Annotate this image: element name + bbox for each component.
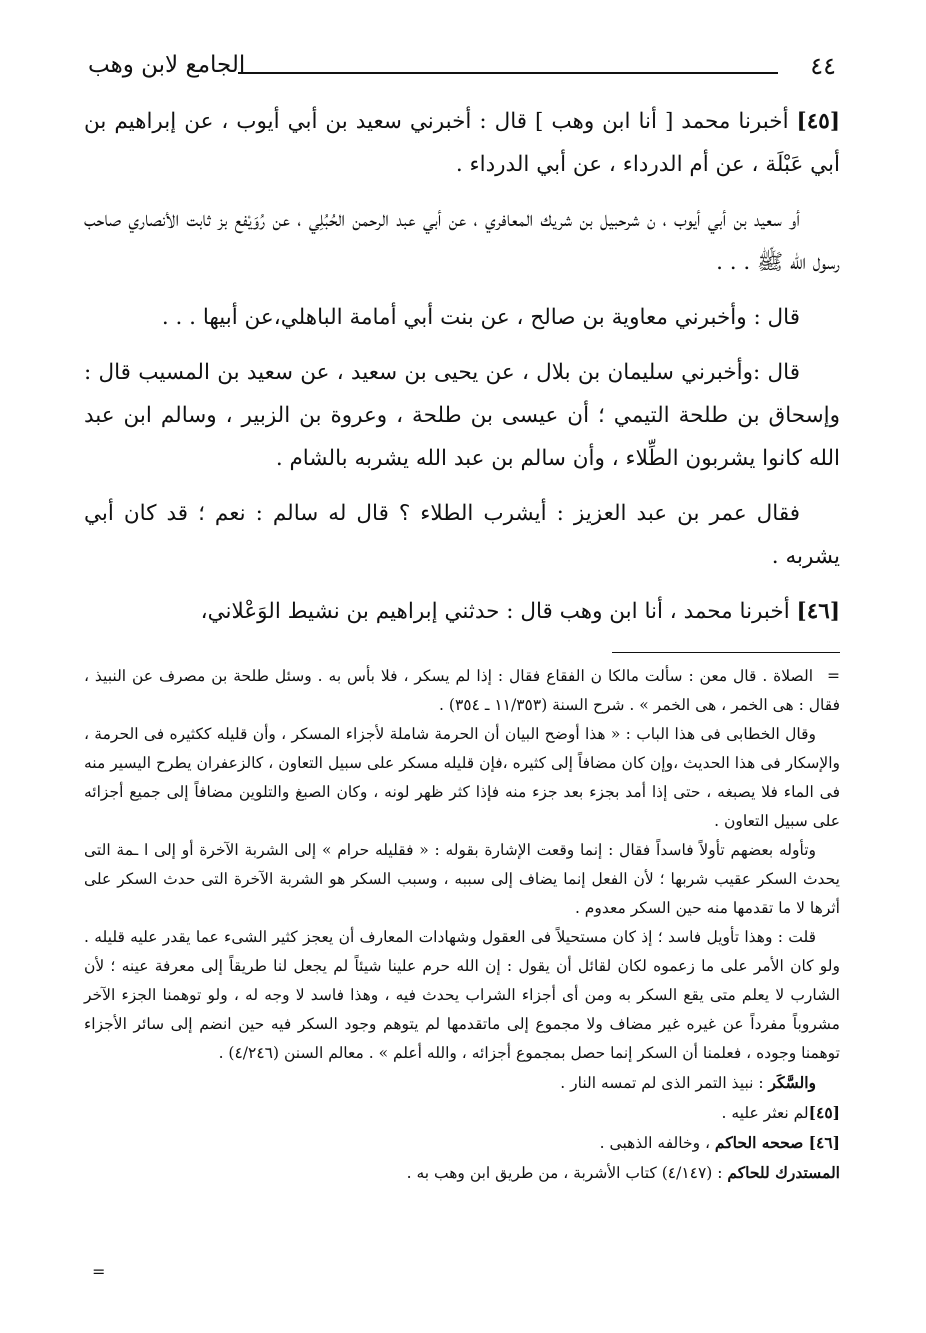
footnote-46	[84, 1128, 840, 1158]
footnote-term: المستدرك للحاكم	[727, 1163, 840, 1182]
footnote-text: : نبيذ التمر الذى لم تمسه النار .	[560, 1074, 769, 1092]
footnote-paragraph	[84, 662, 840, 720]
running-title: الجامع لابن وهب	[88, 52, 246, 78]
footnote-term: والسَّكَر	[768, 1073, 816, 1092]
page-number: ٤٤	[810, 52, 836, 80]
hadith-46-paragraph	[84, 590, 840, 633]
footnote-ref: [٤٥]	[808, 1103, 840, 1122]
footnote-term: صححه الحاكم	[714, 1133, 809, 1152]
page-header	[88, 52, 836, 88]
footnote-text: ، وخالفه الذهبى .	[599, 1134, 715, 1152]
footnote-45	[84, 1098, 840, 1128]
footnote-paragraph	[84, 1068, 840, 1098]
footnote-paragraph: وتأوله بعضهم تأولاً فاسداً فقال : إنما وقعت الإشارة بقوله : « فقليله حرام » إلى الشربة الآخرة أو إلى ا ـمة التى يحدث السكر عقيب شربها ؛ لأن الفعل إنما يضاف إلى سببه ، وسبب السكر هو الشربة الآخرة التى حدث السكر على أثرها لا ما تقدمها منه حين السكر معدوم .	[84, 841, 840, 917]
footnote-text: الصلاة . قال معن : سألت مالكا ن الفقاع فقال : إذا لم يسكر ، فلا بأس به . وسئل طلحة بن مصرف عن النبيذ ، فقال : هى الخمر ، هى الخمر » . شرح السنة (١١/٣٥٣ ـ ٣٥٤) .	[84, 667, 840, 714]
main-text	[84, 100, 840, 645]
paragraph: فقال عمر بن عبد العزيز : أيشرب الطلاء ؟ قال له سالم : نعم ؛ قد كان أبي يشربه .	[84, 501, 840, 569]
footnotes	[84, 662, 840, 1188]
continuation-mark: =	[827, 667, 840, 685]
footnote-separator	[612, 652, 840, 653]
paragraph: أو سعيد بن أبي أيوب ، ن شرحبيل بن شريك المعافري ، عن أبي عبد الرحمن الحُبُلِي ، عن رُوَيْفع بز ثابت الأنصاري صاحب رسول الله ﷺ . . .	[84, 207, 840, 275]
footnote-ref: [٤٦]	[808, 1133, 840, 1152]
footnote-text: لم نعثر عليه .	[721, 1104, 809, 1122]
continuation-mark-end: =	[92, 1262, 106, 1281]
footnote-source	[84, 1158, 840, 1188]
footnote-text: : (٤/١٤٧) كتاب الأشربة ، من طريق ابن وهب به .	[406, 1164, 728, 1182]
footnote-paragraph: قلت : وهذا تأويل فاسد ؛ إذ كان مستحيلاً فى العقول وشهادات المعارف أن يعجز كثير الشىء عما يقدر عليه قليله . ولو كان الأمر على ما زعموه لكان لقائل أن يقول : إن الله حرم علينا شيئاً لم يجعل لنا طريقاً إلى معرفة عينه ؛ لأن الشارب لا يعلم متى يقع السكر به ومن أى أجزاء الشراب يحدث فيه ، وهذا فاسد لا وجه له ، ولو توهمنا الجزء الآخر مشروباً مفرداً عن غيره غير مضاف ولا مجموع إلى ماتقدمها لم يتوهم وجود السكر فيه حين انضم إلى سائر الأجزاء توهمنا وجوده ، فعلمنا أن السكر إنما حصل بمجموع أجزائه ، والله أعلم » . معالم السنن (٤/٢٤٦) .	[84, 928, 840, 1062]
paragraph-text: أخبرنا محمد [ أنا ابن وهب ] قال : أخبرني سعيد بن أبي أيوب ، عن إبراهيم بن أبي عَبْلَة ، عن أم الدرداء ، عن أبي الدرداء .	[84, 109, 840, 177]
hadith-45-paragraph	[84, 100, 840, 186]
hadith-number: [٤٦]	[796, 599, 840, 624]
paragraph-text: أخبرنا محمد ، أنا ابن وهب قال : حدثني إبراهيم بن نشيط الوَعْلاني،	[200, 599, 797, 624]
footnote-paragraph: وقال الخطابى فى هذا الباب : « هذا أوضح البيان أن الحرمة شاملة لأجزاء المسكر ، وأن قليله ككثيره فى الحرمة ، والإسكار فى هذا الحديث ،وإن كان مضافاً إلى كثيره ،فإن قليله مسكر على سبيل التعاون ، كالزعفران يطرح اليسير منه فى الماء فلا يصبغه ، حتى إذا أمد بجزء بعد جزء منه فإذا كثر ظهر لونه ، وكان الصبغ والتلوين مضافاً إلى جميع أجزائه على سبيل التعاون .	[84, 725, 840, 830]
header-rule	[238, 72, 778, 74]
hadith-number: [٤٥]	[796, 109, 840, 134]
paragraph: قال : وأخبرني معاوية بن صالح ، عن بنت أبي أمامة الباهلي،عن أبيها . . .	[161, 305, 800, 330]
paragraph: قال :وأخبرني سليمان بن بلال ، عن يحيى بن سعيد ، عن سعيد بن المسيب قال : وإسحاق بن طلحة التيمي ؛ أن عيسى بن طلحة ، وعروة بن الزبير ، وسالم ابن عبد الله كانوا يشربون الطِّلاء ، وأن سالم بن عبد الله يشربه بالشام .	[84, 360, 840, 471]
